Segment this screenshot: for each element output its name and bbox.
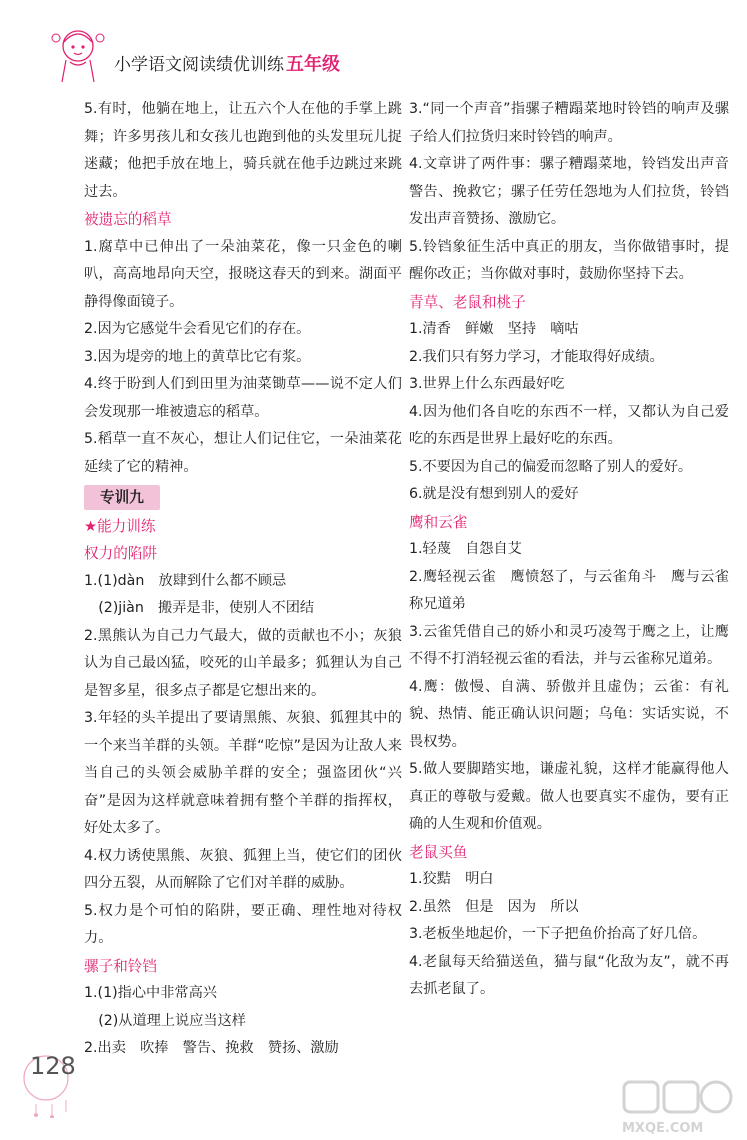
section-heading: 鹰和云雀 (409, 513, 468, 531)
section-heading: 被遗忘的稻草 (84, 211, 172, 228)
answer-paragraph: 4.权力诱使黑熊、灰狼、狐狸上当，使它们的团伙四分五裂，从而解除了它们对羊群的威胁。 (84, 847, 402, 891)
watermark-text: MXQE.COM (622, 1121, 704, 1136)
answer-paragraph: 5.稻草一直不灰心，想让人们记住它，一朵油菜花延续了它的精神。 (84, 431, 402, 475)
answer-paragraph: 1.(1)dàn 放肆到什么都不顾忌 (84, 572, 287, 589)
answer-paragraph: 5.铃铛象征生活中真正的朋友，当你做错事时，提醒你改正；当你做对事时，鼓励你坚持下去。 (409, 238, 729, 282)
answer-paragraph: (2)从道理上说应当这样 (84, 1012, 246, 1029)
section-heading: 权力的陷阱 (84, 545, 157, 562)
page-number: 128 (30, 1052, 76, 1080)
answer-paragraph: 2.鹰轻视云雀 鹰愤怒了，与云雀角斗 鹰与云雀称兄道弟 (409, 568, 729, 612)
answer-paragraph: 5.做人要脚踏实地，谦虚礼貌，这样才能赢得他人真正的尊敬与爱戴。做人也要真实不虚伪，要有正确的人生观和价值观。 (409, 761, 729, 832)
answer-paragraph: 2.出卖 吹捧 警告、挽救 赞扬、激励 (84, 1040, 339, 1056)
answer-paragraph: 1.清香 鲜嫩 坚持 嘀咕 (409, 321, 579, 337)
answer-paragraph: 3.因为堤旁的地上的黄草比它有浆。 (84, 348, 311, 365)
answer-paragraph: 3.云雀凭借自己的娇小和灵巧凌驾于鹰之上，让鹰不得不打消轻视云雀的看法，并与云雀称兄道弟。 (409, 623, 729, 667)
answer-paragraph: 2.黑熊认为自己力气最大，做的贡献也不小；灰狼认为自己最凶猛，咬死的山羊最多；狐狸认为自己是智多星，很多点子都是它想出来的。 (84, 627, 402, 699)
header-title (114, 50, 340, 76)
answer-paragraph: 6.就是没有想到别人的爱好 (409, 486, 579, 502)
unit-badge: 专训九 (84, 485, 160, 510)
right-column (409, 96, 729, 1004)
watermark-logo-icon (618, 1076, 738, 1136)
answer-paragraph: (2)jiàn 搬弄是非，使别人不团结 (84, 600, 315, 616)
answer-paragraph: 1.狡黠 明白 (409, 871, 494, 887)
training-heading: ★能力训练 (84, 517, 156, 535)
answer-paragraph: 3.老板坐地起价，一下子把鱼价抬高了好几倍。 (409, 926, 707, 942)
watermark (618, 1076, 738, 1136)
answer-paragraph: 5.不要因为自己的偏爱而忽略了别人的爱好。 (409, 458, 693, 475)
answer-paragraph: 4.鹰：傲慢、自满、骄傲并且虚伪；云雀：有礼貌、热情、能正确认识问题；乌龟：实话实说，不畏权势。 (409, 678, 729, 750)
answer-paragraph: 2.虽然 但是 因为 所以 (409, 898, 579, 915)
answer-paragraph: 4.老鼠每天给猫送鱼，猫与鼠“化敌为友”，就不再去抓老鼠了。 (409, 953, 729, 997)
answer-paragraph: 5.权力是个可怕的陷阱，要正确、理性地对待权力。 (84, 902, 402, 946)
answer-paragraph: 5.有时，他躺在地上，让五六个人在他的手掌上跳舞；许多男孩儿和女孩儿也跑到他的头发里玩儿捉迷藏；他把手放在地上，骑兵就在他手边跳过来跳过去。 (84, 101, 402, 200)
answer-paragraph: 3.“同一个声音”指骡子糟蹋菜地时铃铛的响声及骡子给人们拉货归来时铃铛的响声。 (409, 101, 729, 145)
page-header (44, 24, 724, 84)
section-heading: 青草、老鼠和桃子 (409, 293, 526, 311)
answer-paragraph: 1.轻蔑 自怨自艾 (409, 541, 522, 557)
answer-paragraph: 4.因为他们各自吃的东西不一样，又都认为自己爱吃的东西是世界上最好吃的东西。 (409, 403, 729, 447)
answer-paragraph: 4.终于盼到人们到田里为油菜锄草——说不定人们会发现那一堆被遗忘的稻草。 (84, 376, 402, 420)
grade-label: 五年级 (286, 54, 340, 75)
answer-paragraph: 4.文章讲了两件事：骡子糟蹋菜地，铃铛发出声音警告、挽救它；骡子任劳任怨地为人们拉货，铃铛发出声音赞扬、激励它。 (409, 156, 729, 227)
answer-paragraph: 1.(1)指心中非常高兴 (84, 985, 217, 1001)
book-title: 小学语文阅读绩优训练 (114, 55, 284, 75)
section-heading: 骡子和铃铛 (84, 957, 157, 975)
answer-paragraph: 2.我们只有努力学习，才能取得好成绩。 (409, 348, 664, 365)
answer-paragraph: 3.年轻的头羊提出了要请黑熊、灰狼、狐狸其中的一个来当羊群的头领。羊群“吃惊”是因为让敌人来当自己的头领会威胁羊群的安全；强盗团伙“兴奋”是因为这样就意味着拥有整个羊群的指挥权，好处太多了。 (84, 710, 402, 836)
answer-paragraph: 2.因为它感觉牛会看见它们的存在。 (84, 321, 311, 337)
section-heading: 老鼠买鱼 (409, 843, 468, 861)
answer-paragraph: 3.世界上什么东西最好吃 (409, 376, 565, 392)
answer-paragraph: 1.腐草中已伸出了一朵油菜花，像一只金色的喇叭，高高地昂向天空，报晓这春天的到来。湖面平静得像面镜子。 (84, 238, 402, 310)
cartoon-girl-icon (44, 24, 114, 84)
left-column (84, 96, 402, 1063)
